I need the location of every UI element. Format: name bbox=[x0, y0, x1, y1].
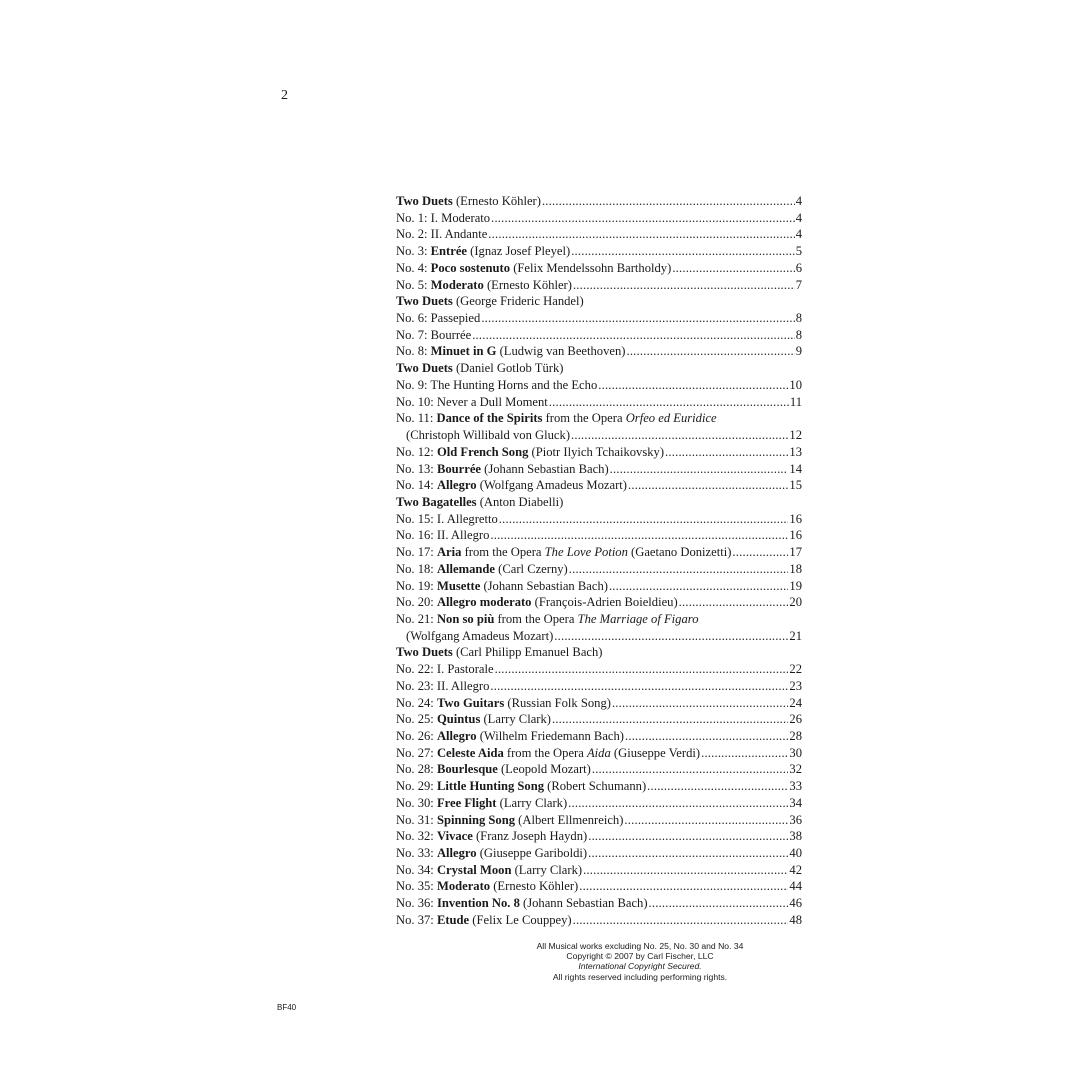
toc-text: No. 22: I. Pastorale bbox=[396, 662, 494, 677]
toc-entry-title bbox=[396, 327, 471, 344]
toc-text: No. 9: The Hunting Horns and the Echo bbox=[396, 377, 598, 392]
toc-entry bbox=[396, 394, 802, 411]
toc-text: (Larry Clark) bbox=[511, 862, 583, 877]
toc-text: No. 8: bbox=[396, 344, 431, 359]
toc-text: (Ernesto Köhler) bbox=[452, 194, 541, 208]
toc-text: from the Opera bbox=[461, 545, 545, 560]
page-number: 2 bbox=[281, 88, 288, 103]
toc-leader-dots bbox=[624, 812, 788, 829]
toc-entry-title bbox=[406, 628, 553, 645]
toc-piece-title: Minuet in G bbox=[430, 344, 497, 359]
toc-page-number: 19 bbox=[789, 578, 802, 593]
toc-entry-title bbox=[396, 293, 584, 310]
toc-piece-title: Little Hunting Song bbox=[436, 779, 545, 794]
toc-text: No. 34: bbox=[396, 862, 437, 877]
toc-piece-title: Non so più bbox=[436, 611, 495, 626]
toc-leader-dots bbox=[598, 377, 788, 394]
toc-piece-title: Celeste Aida bbox=[436, 745, 504, 760]
toc-entry bbox=[396, 678, 802, 695]
toc-piece-title: Allegro moderato bbox=[436, 595, 532, 610]
toc-entry-title bbox=[396, 494, 563, 511]
toc-text: (Daniel Gotlob Türk) bbox=[452, 361, 564, 376]
toc-text: No. 7: Bourrée bbox=[396, 327, 472, 342]
toc-leader-dots bbox=[573, 912, 789, 929]
toc-text: No. 10: Never a Dull Moment bbox=[396, 394, 548, 409]
toc-entry-title bbox=[396, 745, 700, 762]
toc-text: (Felix Mendelssohn Bartholdy) bbox=[510, 260, 672, 275]
toc-entry bbox=[396, 327, 802, 344]
toc-piece-title: Two Duets bbox=[396, 361, 453, 376]
toc-piece-title: Free Flight bbox=[436, 795, 497, 810]
toc-opera-title: The Love Potion bbox=[544, 545, 628, 560]
toc-entry-title bbox=[396, 611, 699, 628]
toc-entry bbox=[396, 226, 802, 243]
toc-entry bbox=[396, 845, 802, 862]
toc-entry-title bbox=[396, 410, 717, 427]
toc-entry-title bbox=[396, 277, 572, 294]
toc-piece-title: Bourrée bbox=[436, 461, 481, 476]
toc-page-number: 5 bbox=[795, 244, 802, 259]
toc-text: (Giuseppe Gariboldi) bbox=[476, 846, 588, 861]
toc-leader-dots bbox=[571, 427, 788, 444]
toc-text: No. 27: bbox=[396, 745, 437, 760]
toc-entry-title bbox=[396, 594, 678, 611]
toc-entry-title bbox=[396, 544, 731, 561]
toc-entry-title bbox=[396, 828, 587, 845]
copyright-line: Copyright © 2007 by Carl Fischer, LLC bbox=[566, 951, 714, 962]
toc-piece-title: Two Guitars bbox=[436, 695, 505, 710]
toc-leader-dots bbox=[649, 895, 789, 912]
toc-text: No. 17: bbox=[396, 545, 437, 560]
toc-entry bbox=[396, 912, 802, 929]
toc-text: No. 35: bbox=[396, 879, 437, 894]
toc-page-number: 22 bbox=[789, 662, 802, 677]
toc-entry-title bbox=[396, 862, 582, 879]
toc-text: (Carl Philipp Emanuel Bach) bbox=[452, 645, 603, 660]
toc-entry bbox=[396, 377, 802, 394]
toc-entry-title bbox=[396, 477, 627, 494]
toc-piece-title: Old French Song bbox=[436, 444, 529, 459]
toc-entry bbox=[396, 578, 802, 595]
toc-leader-dots bbox=[588, 828, 788, 845]
toc-text: (Larry Clark) bbox=[496, 795, 568, 810]
toc-entry-title bbox=[396, 644, 603, 661]
toc-text: (Ignaz Josef Pleyel) bbox=[467, 244, 571, 259]
toc-leader-dots bbox=[569, 561, 789, 578]
toc-text: (Russian Folk Song) bbox=[504, 695, 611, 710]
toc-leader-dots bbox=[481, 310, 794, 327]
toc-text: (Franz Joseph Haydn) bbox=[472, 829, 588, 844]
toc-leader-dots bbox=[579, 878, 788, 895]
toc-entry bbox=[396, 561, 802, 578]
toc-text: No. 29: bbox=[396, 779, 437, 794]
toc-text: (Leopold Mozart) bbox=[497, 762, 591, 777]
toc-text: No. 2: II. Andante bbox=[396, 227, 488, 242]
toc-leader-dots bbox=[647, 778, 788, 795]
toc-entry bbox=[396, 477, 802, 494]
toc-leader-dots bbox=[571, 243, 795, 260]
toc-text: No. 6: Passepied bbox=[396, 311, 481, 326]
toc-text: No. 36: bbox=[396, 896, 437, 911]
toc-page-number: 6 bbox=[795, 260, 802, 275]
toc-text: No. 24: bbox=[396, 695, 437, 710]
toc-entry-title bbox=[396, 360, 563, 377]
toc-text: (Wolfgang Amadeus Mozart) bbox=[406, 628, 554, 643]
toc-page-number: 4 bbox=[795, 227, 802, 242]
toc-text: (Johann Sebastian Bach) bbox=[480, 578, 608, 593]
toc-entry-title bbox=[396, 778, 646, 795]
toc-entry bbox=[396, 728, 802, 745]
toc-entry-title bbox=[396, 226, 487, 243]
toc-entry bbox=[396, 611, 802, 628]
toc-entry bbox=[396, 293, 802, 310]
toc-piece-title: Dance of the Spirits bbox=[436, 411, 543, 426]
toc-entry-title bbox=[396, 878, 578, 895]
toc-text: (Felix Le Couppey) bbox=[469, 912, 572, 927]
toc-text: (Christoph Willibald von Gluck) bbox=[406, 428, 571, 443]
toc-text: No. 3: bbox=[396, 244, 431, 259]
toc-text: (Ernesto Köhler) bbox=[490, 879, 579, 894]
toc-text: (Wilhelm Friedemann Bach) bbox=[476, 729, 625, 743]
toc-leader-dots bbox=[568, 795, 788, 812]
toc-entry bbox=[396, 862, 802, 879]
toc-leader-dots bbox=[542, 193, 795, 210]
toc-text: from the Opera bbox=[494, 611, 578, 626]
toc-leader-dots bbox=[672, 260, 794, 277]
toc-piece-title: Spinning Song bbox=[436, 812, 516, 827]
toc-text: No. 28: bbox=[396, 762, 437, 777]
toc-page-number: 8 bbox=[795, 311, 802, 326]
toc-text: No. 5: bbox=[396, 277, 431, 292]
toc-entry-title bbox=[396, 695, 611, 712]
toc-entry bbox=[396, 878, 802, 895]
toc-text: No. 11: bbox=[396, 411, 437, 426]
toc-page-number: 15 bbox=[789, 478, 802, 493]
toc-entry bbox=[396, 343, 802, 360]
toc-text: No. 23: II. Allegro bbox=[396, 678, 490, 693]
toc-entry-title bbox=[396, 895, 648, 912]
toc-entry bbox=[396, 795, 802, 812]
toc-text: (Piotr Ilyich Tchaikovsky) bbox=[528, 444, 665, 459]
toc-entry-title bbox=[396, 193, 541, 210]
toc-page-number: 26 bbox=[789, 712, 802, 727]
toc-piece-title: Etude bbox=[436, 912, 470, 927]
toc-leader-dots bbox=[610, 461, 789, 478]
toc-piece-title: Vivace bbox=[436, 829, 473, 844]
toc-entry-title bbox=[396, 444, 664, 461]
toc-text: No. 20: bbox=[396, 595, 437, 610]
toc-leader-dots bbox=[679, 594, 789, 611]
toc-text: (Anton Diabelli) bbox=[476, 494, 564, 509]
toc-entry bbox=[396, 895, 802, 912]
toc-page-number: 7 bbox=[795, 277, 802, 292]
toc-leader-dots bbox=[490, 527, 788, 544]
toc-text: No. 37: bbox=[396, 912, 437, 927]
toc-piece-title: Allegro bbox=[436, 729, 477, 743]
toc-entry-title bbox=[396, 795, 567, 812]
toc-piece-title: Allemande bbox=[436, 561, 496, 576]
toc-piece-title: Aria bbox=[436, 545, 462, 560]
toc-leader-dots bbox=[592, 761, 789, 778]
toc-entry-title bbox=[396, 260, 671, 277]
toc-page-number: 32 bbox=[789, 762, 802, 777]
copyright-line: International Copyright Secured. bbox=[578, 961, 702, 972]
toc-text: No. 33: bbox=[396, 846, 437, 861]
toc-piece-title: Crystal Moon bbox=[436, 862, 512, 877]
toc-entry bbox=[396, 410, 802, 427]
toc-entry-title bbox=[396, 912, 572, 929]
toc-text: No. 14: bbox=[396, 478, 437, 493]
toc-text: No. 13: bbox=[396, 461, 437, 476]
toc-entry bbox=[396, 544, 802, 561]
toc-entry-title bbox=[396, 812, 623, 829]
toc-text: No. 12: bbox=[396, 444, 437, 459]
toc-page-number: 34 bbox=[789, 795, 802, 810]
toc-entry bbox=[396, 644, 802, 661]
toc-entry-title bbox=[406, 427, 570, 444]
toc-entry-title bbox=[396, 511, 498, 528]
toc-text: No. 1: I. Moderato bbox=[396, 210, 491, 225]
toc-piece-title: Musette bbox=[436, 578, 481, 593]
toc-leader-dots bbox=[612, 695, 788, 712]
toc-entry-title bbox=[396, 527, 489, 544]
toc-entry bbox=[396, 711, 802, 728]
toc-entry-continuation bbox=[396, 427, 802, 444]
toc-entry bbox=[396, 260, 802, 277]
toc-entry bbox=[396, 193, 802, 210]
toc-text: No. 16: II. Allegro bbox=[396, 528, 490, 543]
toc-text: No. 31: bbox=[396, 812, 437, 827]
toc-piece-title: Two Duets bbox=[396, 294, 453, 309]
toc-entry bbox=[396, 444, 802, 461]
toc-entry bbox=[396, 243, 802, 260]
toc-page-number: 16 bbox=[789, 511, 802, 526]
toc-text: from the Opera bbox=[542, 411, 626, 426]
toc-entry bbox=[396, 761, 802, 778]
toc-text: No. 25: bbox=[396, 712, 437, 727]
toc-text: (Albert Ellmenreich) bbox=[515, 812, 624, 827]
toc-entry-title bbox=[396, 210, 490, 227]
toc-leader-dots bbox=[732, 544, 788, 561]
toc-page-number: 4 bbox=[795, 194, 802, 208]
toc-page-number: 23 bbox=[789, 678, 802, 693]
toc-piece-title: Quintus bbox=[436, 712, 481, 727]
toc-page-number: 42 bbox=[789, 862, 802, 877]
toc-text: (Giuseppe Verdi) bbox=[610, 745, 701, 760]
toc-page-number: 36 bbox=[789, 812, 802, 827]
toc-leader-dots bbox=[499, 511, 789, 528]
catalog-code: BF40 bbox=[277, 1003, 297, 1012]
toc-text: (François-Adrien Boieldieu) bbox=[531, 595, 678, 610]
toc-piece-title: Entrée bbox=[430, 244, 468, 259]
toc-opera-title: Orfeo ed Euridice bbox=[625, 411, 717, 426]
toc-page-number: 33 bbox=[789, 779, 802, 794]
toc-entry-title bbox=[396, 561, 568, 578]
toc-text: No. 18: bbox=[396, 561, 437, 576]
toc-leader-dots bbox=[488, 226, 794, 243]
toc-text: (Ernesto Köhler) bbox=[483, 277, 572, 292]
toc-text: (Gaetano Donizetti) bbox=[627, 545, 732, 560]
toc-entry-title bbox=[396, 377, 597, 394]
toc-page-number: 4 bbox=[795, 210, 802, 225]
toc-entry bbox=[396, 695, 802, 712]
toc-entry bbox=[396, 828, 802, 845]
toc-entry-title bbox=[396, 728, 624, 745]
toc-page-number: 20 bbox=[789, 595, 802, 610]
toc-entry bbox=[396, 360, 802, 377]
toc-page-number: 46 bbox=[789, 896, 802, 911]
toc-leader-dots bbox=[626, 343, 794, 360]
toc-text: (Johann Sebastian Bach) bbox=[519, 896, 648, 911]
toc-leader-dots bbox=[552, 711, 788, 728]
toc-text: (George Frideric Handel) bbox=[452, 294, 584, 309]
toc-page-number: 8 bbox=[795, 327, 802, 342]
toc-page-number: 9 bbox=[795, 344, 802, 359]
toc-leader-dots bbox=[665, 444, 788, 461]
toc-leader-dots bbox=[491, 210, 795, 227]
toc-page-number: 24 bbox=[789, 695, 802, 710]
toc-page-number: 13 bbox=[789, 444, 802, 459]
toc-leader-dots bbox=[583, 862, 788, 879]
toc-entry bbox=[396, 277, 802, 294]
toc-text: No. 32: bbox=[396, 829, 437, 844]
toc-page-number: 48 bbox=[789, 912, 802, 927]
toc-page-number: 28 bbox=[789, 729, 802, 743]
toc-leader-dots bbox=[628, 477, 788, 494]
toc-entry-title bbox=[396, 845, 587, 862]
toc-leader-dots bbox=[625, 728, 788, 745]
toc-entry bbox=[396, 310, 802, 327]
toc-opera-title: Aida bbox=[586, 745, 611, 760]
toc-text: No. 26: bbox=[396, 729, 437, 743]
toc-piece-title: Moderato bbox=[430, 277, 484, 292]
toc-entry bbox=[396, 511, 802, 528]
toc-entry-title bbox=[396, 711, 551, 728]
toc-page-number: 17 bbox=[789, 545, 802, 560]
toc-piece-title: Poco sostenuto bbox=[430, 260, 511, 275]
toc-entry bbox=[396, 661, 802, 678]
toc-text: No. 4: bbox=[396, 260, 431, 275]
toc-page-number: 12 bbox=[789, 428, 802, 443]
toc-piece-title: Allegro bbox=[436, 478, 477, 493]
toc-page-number: 30 bbox=[789, 745, 802, 760]
copyright-line: All rights reserved including performing rights. bbox=[552, 971, 728, 982]
toc-piece-title: Bourlesque bbox=[436, 762, 498, 777]
copyright-notice bbox=[440, 941, 840, 982]
toc-text: (Larry Clark) bbox=[480, 712, 551, 727]
toc-piece-title: Two Bagatelles bbox=[396, 494, 477, 509]
toc-piece-title: Two Duets bbox=[396, 645, 453, 660]
toc-page-number: 18 bbox=[789, 561, 802, 576]
toc-entry-title bbox=[396, 461, 609, 478]
toc-leader-dots bbox=[701, 745, 788, 762]
toc-page-number: 14 bbox=[789, 461, 802, 476]
toc-entry-title bbox=[396, 761, 591, 778]
toc-entry bbox=[396, 812, 802, 829]
toc-piece-title: Moderato bbox=[436, 879, 491, 894]
toc-text: (Carl Czerny) bbox=[495, 561, 568, 576]
toc-text: (Ludwig van Beethoven) bbox=[496, 344, 626, 359]
toc-entry bbox=[396, 527, 802, 544]
toc-page-number: 11 bbox=[789, 394, 802, 409]
toc-leader-dots bbox=[554, 628, 788, 645]
toc-text: from the Opera bbox=[503, 745, 587, 760]
toc-page-number: 40 bbox=[789, 846, 802, 861]
toc-entry-title bbox=[396, 678, 489, 695]
toc-entry bbox=[396, 778, 802, 795]
toc-entry-title bbox=[396, 661, 494, 678]
toc-text: (Robert Schumann) bbox=[544, 779, 647, 794]
toc-entry bbox=[396, 494, 802, 511]
toc-leader-dots bbox=[588, 845, 788, 862]
toc-text: No. 21: bbox=[396, 611, 437, 626]
toc-piece-title: Allegro bbox=[436, 846, 477, 861]
toc-entry bbox=[396, 745, 802, 762]
toc-page-number: 38 bbox=[789, 829, 802, 844]
toc-page-number: 21 bbox=[789, 628, 802, 643]
toc-leader-dots bbox=[609, 578, 788, 595]
toc-text: (Wolfgang Amadeus Mozart) bbox=[476, 478, 627, 493]
toc-page-number: 10 bbox=[789, 377, 802, 392]
copyright-line: All Musical works excluding No. 25, No. 30 and No. 34 bbox=[536, 941, 744, 951]
toc-text: No. 15: I. Allegretto bbox=[396, 511, 498, 526]
toc-entry bbox=[396, 461, 802, 478]
toc-entry-title bbox=[396, 343, 625, 360]
toc-text: (Johann Sebastian Bach) bbox=[481, 461, 609, 476]
toc-entry-title bbox=[396, 394, 548, 411]
toc-page-number: 44 bbox=[789, 879, 802, 894]
toc-opera-title: The Marriage of Figaro bbox=[577, 611, 699, 626]
toc-leader-dots bbox=[573, 277, 795, 294]
toc-leader-dots bbox=[495, 661, 789, 678]
toc-leader-dots bbox=[549, 394, 789, 411]
toc-piece-title: Invention No. 8 bbox=[436, 896, 520, 911]
toc-text: No. 19: bbox=[396, 578, 437, 593]
toc-entry-continuation bbox=[396, 628, 802, 645]
toc-page-number: 16 bbox=[789, 528, 802, 543]
toc-piece-title: Two Duets bbox=[396, 194, 453, 208]
toc-leader-dots bbox=[490, 678, 788, 695]
toc-text: No. 30: bbox=[396, 795, 437, 810]
toc-leader-dots bbox=[472, 327, 795, 344]
toc-entry-title bbox=[396, 310, 480, 327]
toc-entry-title bbox=[396, 578, 608, 595]
table-of-contents bbox=[396, 193, 802, 929]
toc-entry bbox=[396, 594, 802, 611]
toc-entry bbox=[396, 210, 802, 227]
toc-entry-title bbox=[396, 243, 570, 260]
